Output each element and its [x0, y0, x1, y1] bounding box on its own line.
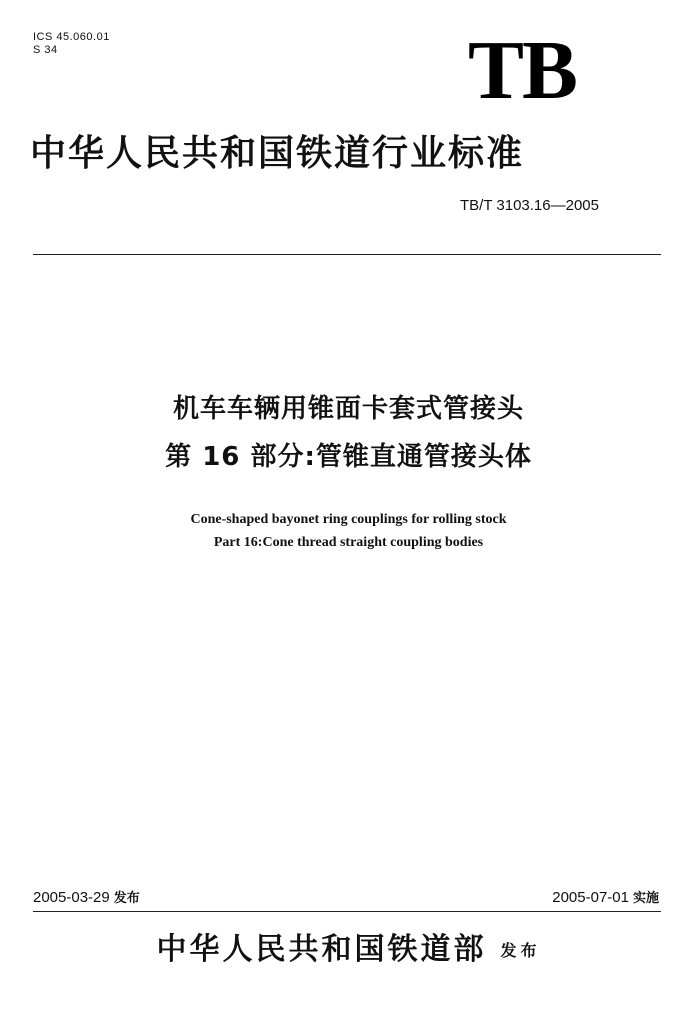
standard-title: 中华人民共和国铁道行业标准 [30, 132, 525, 174]
issue-date: 2005-03-29 [33, 889, 110, 906]
class-code: S 34 [33, 44, 58, 56]
issuer-line [0, 928, 697, 973]
cn-title-line2: 第 16 部分:管锥直通管接头体 [165, 442, 532, 472]
effective-date: 2005-07-01 [552, 889, 629, 906]
issuer-suffix: 发布 [500, 941, 541, 960]
cn-title-line1: 机车车辆用锥面卡套式管接头 [172, 394, 524, 424]
tb-logo: TB [468, 24, 577, 117]
top-divider [33, 254, 661, 255]
en-title-line2: Part 16:Cone thread straight coupling bodies [213, 535, 484, 550]
ics-code: ICS 45.060.01 [33, 31, 110, 43]
issue-date-block [33, 888, 140, 909]
effective-date-block [552, 888, 659, 909]
classification-codes [33, 31, 110, 57]
effective-label: 实施 [632, 891, 659, 906]
issue-label: 发布 [113, 891, 140, 906]
bottom-divider [33, 911, 661, 912]
standard-number: TB/T 3103.16—2005 [460, 197, 599, 214]
issuer-name: 中华人民共和国铁道部 [156, 932, 487, 967]
en-title-line1: Cone-shaped bayonet ring couplings for rolling stock [190, 512, 507, 527]
